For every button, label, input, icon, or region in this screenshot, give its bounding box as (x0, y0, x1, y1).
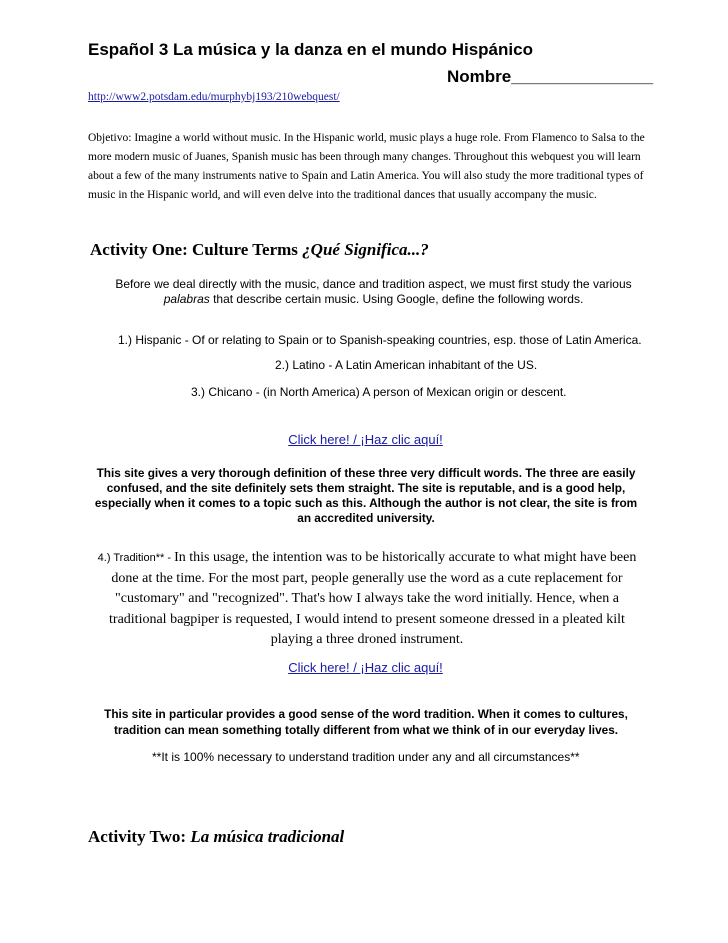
activity-one-heading-italic: ¿Qué Significa...? (302, 240, 429, 259)
click-here-link-2-wrapper (88, 660, 643, 675)
click-here-link-1[interactable]: Click here! / ¡Haz clic aquí! (288, 432, 443, 447)
activity-two-heading-italic: La música tradicional (190, 827, 345, 846)
activity-one-intro (96, 277, 651, 307)
definition-hispanic: 1.) Hispanic - Of or relating to Spain or to Spanish-speaking countries, esp. those of Latin America. (118, 333, 642, 347)
webquest-url-link[interactable]: http://www2.potsdam.edu/murphybj193/210webquest/ (88, 91, 340, 103)
intro-before: Before we deal directly with the music, dance and tradition aspect, we must first study the various (115, 277, 632, 291)
click-here-link-1-wrapper (88, 432, 643, 447)
page-title: Español 3 La música y la danza en el mundo Hispánico (88, 40, 533, 59)
site-description-1: This site gives a very thorough definition of these three very difficult words. The three are easily confused, and the site definitely sets them straight. The site is reputable, and is a good help, especially when it comes to a topic such as this. Although the author is not clear, the site is from an accredited university. (94, 466, 638, 525)
definition-latino: 2.) Latino - A Latin American inhabitant of the US. (275, 358, 538, 372)
activity-two-heading (88, 827, 344, 847)
click-here-link-2[interactable]: Click here! / ¡Haz clic aquí! (288, 660, 443, 675)
webquest-url[interactable] (88, 91, 340, 103)
intro-after: that describe certain music. Using Google, define the following words. (209, 292, 584, 306)
definition-tradition (88, 548, 646, 651)
tradition-note: **It is 100% necessary to understand tradition under any and all circumstances** (152, 750, 580, 764)
intro-italic-word: palabras (163, 292, 210, 306)
objective-paragraph: Objetivo: Imagine a world without music. In the Hispanic world, music plays a huge role. From Flamenco to Salsa to the more modern music of Juanes, Spanish music has been through many changes. Throughout this webquest you will learn about a few of the many instruments native to Spain and Latin America. You will also study the more traditional types of music in the Hispanic world, and will even delve into the traditional dances that usually accompany the music. (88, 132, 645, 201)
activity-one-heading-text: Activity One: Culture Terms (90, 240, 303, 259)
name-field-label: Nombre_______________ (447, 67, 654, 86)
activity-one-heading (90, 240, 429, 260)
tradition-text: In this usage, the intention was to be historically accurate to what might have been done at the time. For the most part, people generally use the word as a cute replacement for "customary" and "recognized". That's how I always take the word initially. Hence, when a traditional bagpiper is requested, I would intend to present someone dressed in a pleated kilt playing a three droned instrument. (109, 550, 637, 647)
site-description-2: This site in particular provides a good sense of the word tradition. When it comes to cultures, tradition can mean something totally different from what we think of in our everyday lives. (104, 707, 628, 737)
activity-two-heading-text: Activity Two: (88, 827, 191, 846)
tradition-label: 4.) Tradition** - (97, 552, 175, 564)
definition-chicano: 3.) Chicano - (in North America) A person of Mexican origin or descent. (191, 385, 567, 399)
